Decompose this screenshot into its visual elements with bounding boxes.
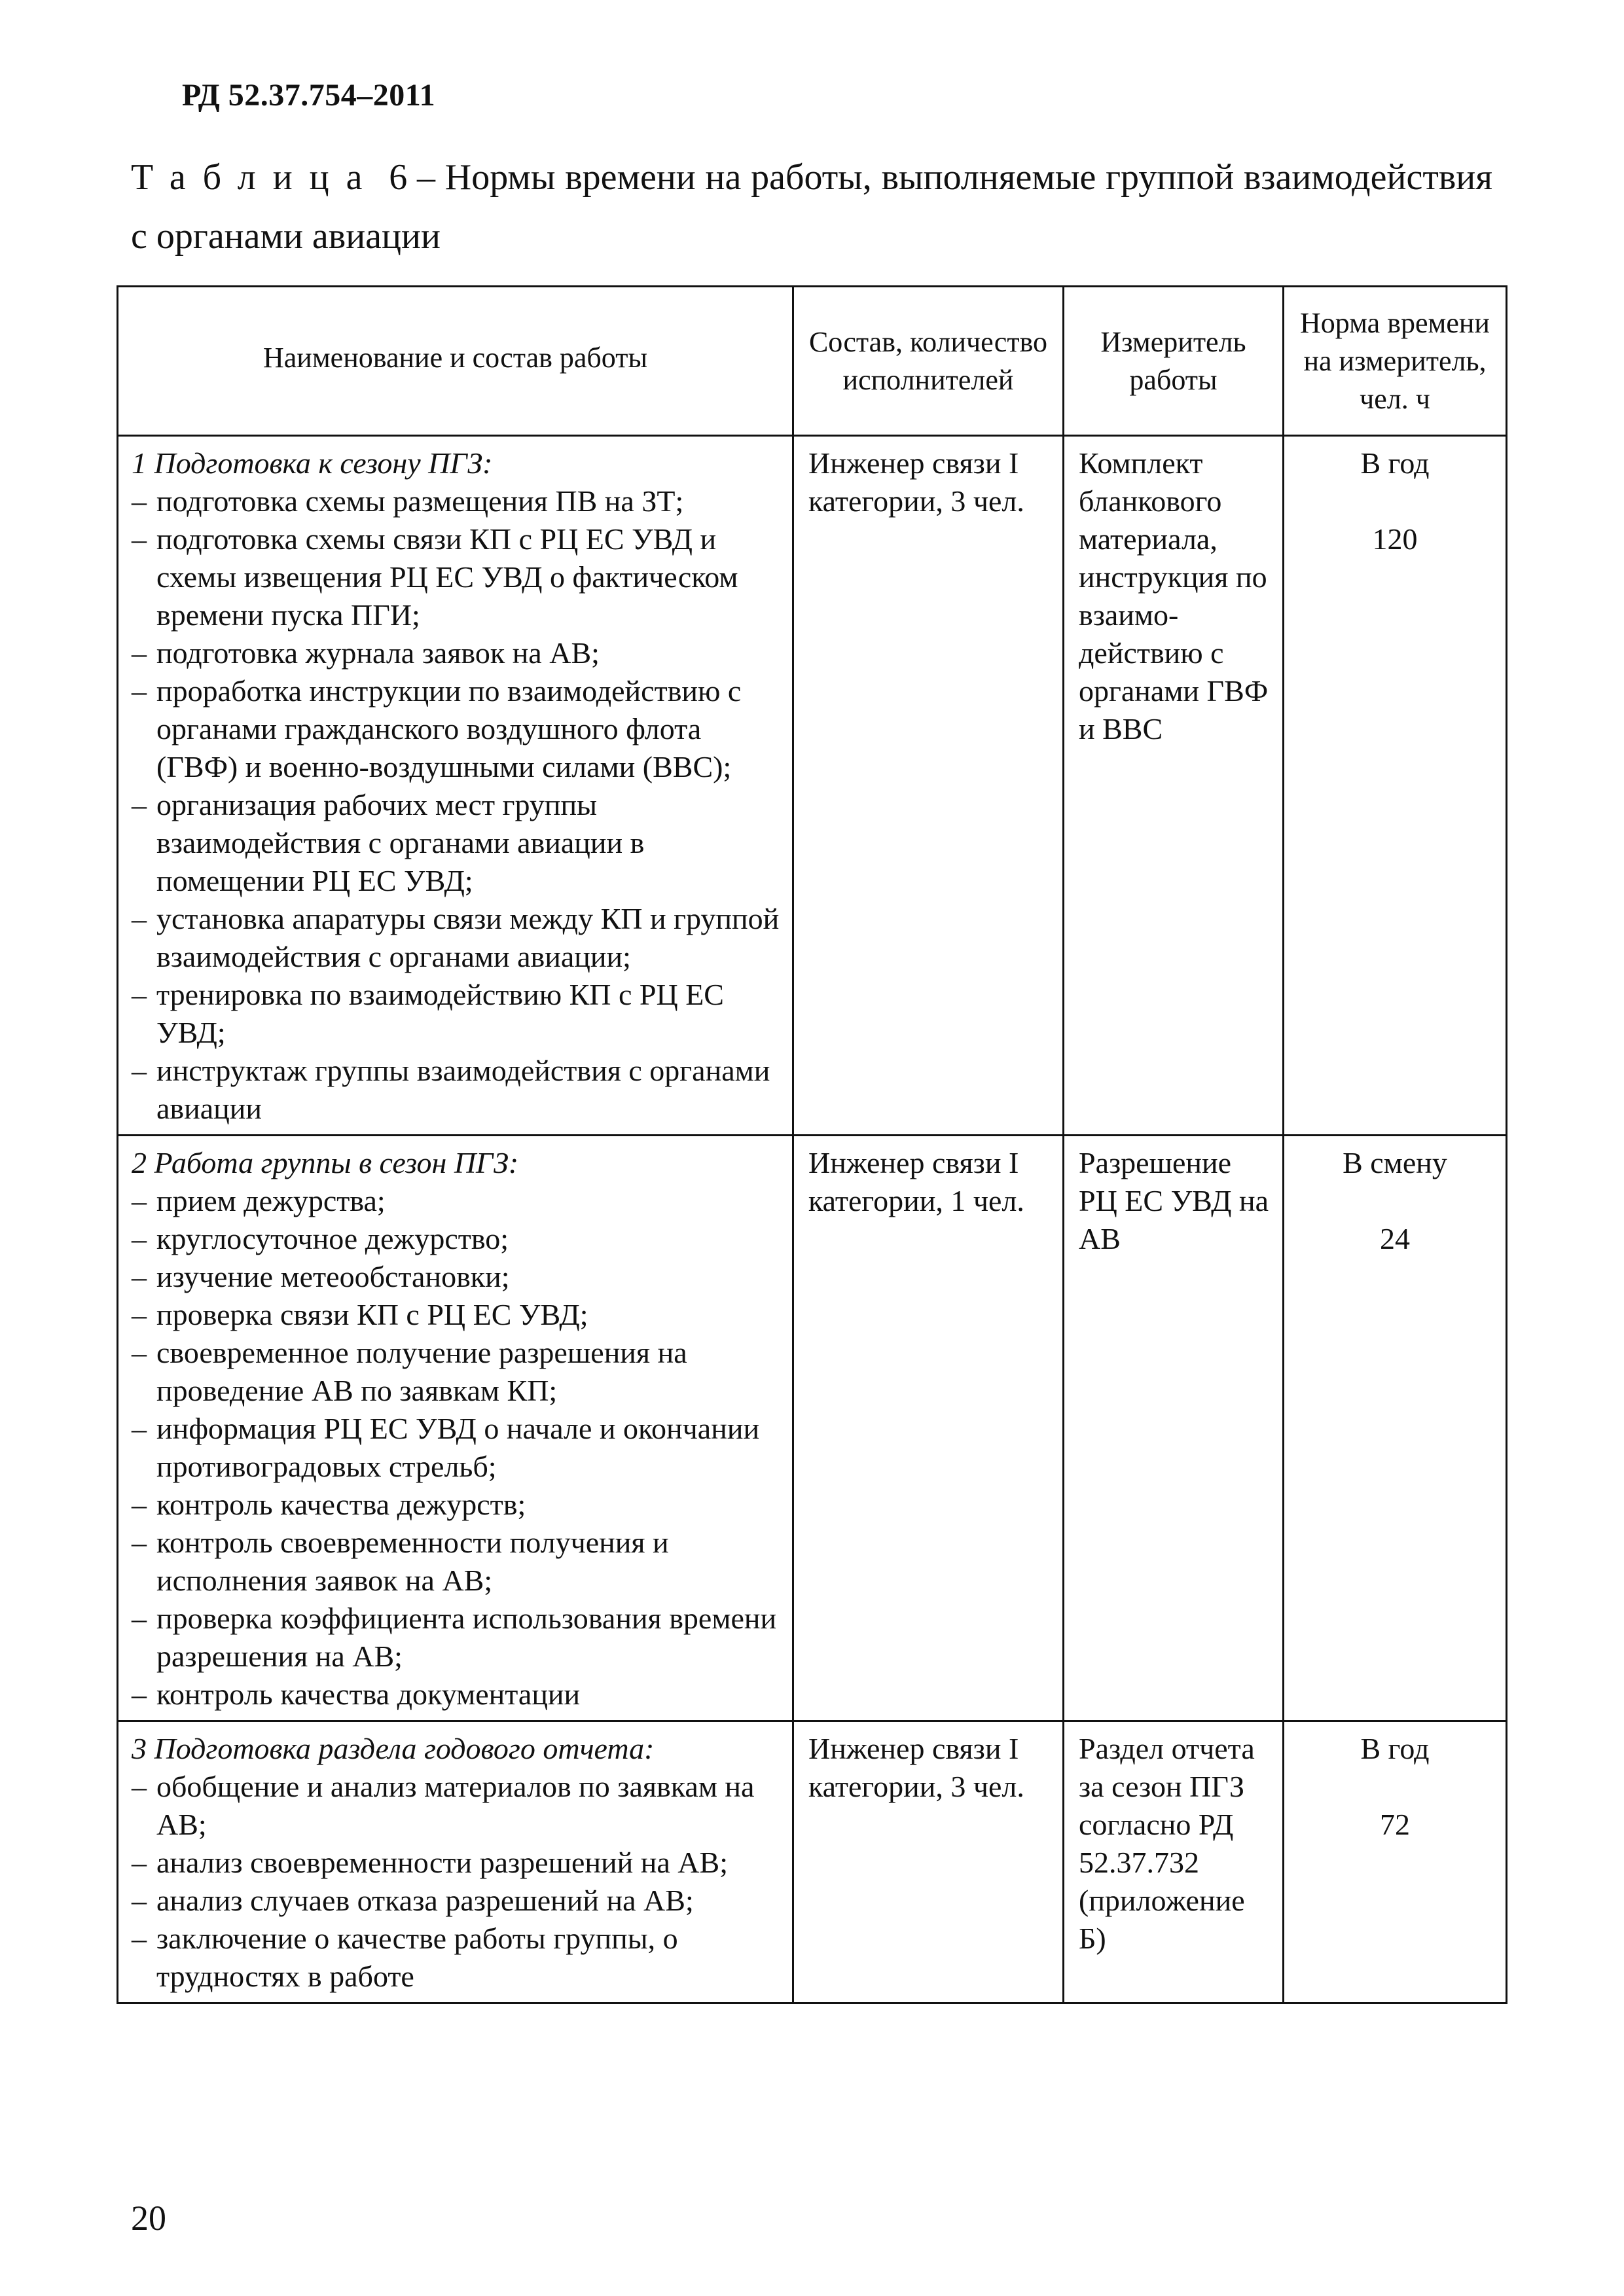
task-item: – тренировка по взаимодействию КП с РЦ ЕС УВД; <box>132 978 724 1049</box>
table-caption <box>131 148 1492 266</box>
norm-cell <box>1284 436 1507 1136</box>
task-item: – организация рабочих мест группы взаимодействия с органами авиации в помещении РЦ ЕС УВД; <box>132 788 645 897</box>
task-item: – подготовка журнала заявок на АВ; <box>132 636 600 670</box>
caption-text: 6 – Нормы времени на работы, выполняемые группой взаимодействия с органами авиации <box>131 157 1492 257</box>
section-title: 3 Подготовка раздела годового отчета: <box>132 1732 655 1765</box>
norm-period: В год <box>1360 1732 1430 1765</box>
work-cell <box>118 436 793 1136</box>
work-cell <box>118 1136 793 1721</box>
task-list <box>132 482 785 1128</box>
task-item: – контроль качества дежурств; <box>132 1488 526 1521</box>
table-header-row <box>118 287 1507 436</box>
norms-table <box>117 285 1507 2004</box>
task-item: – инструктаж группы взаимодействия с органами авиации <box>132 1054 770 1125</box>
task-item: – проверка связи КП с РЦ ЕС УВД; <box>132 1298 588 1331</box>
staff-cell: Инженер связи I категории, 3 чел. <box>793 1721 1064 2003</box>
staff-cell: Инженер связи I категории, 3 чел. <box>793 436 1064 1136</box>
task-item: – проверка коэффициента использования времени разрешения на АВ; <box>132 1602 777 1673</box>
norm-value: 120 <box>1372 522 1418 556</box>
task-item: – заключение о качестве работы группы, о трудностях в работе <box>132 1922 678 1993</box>
norm-value: 72 <box>1380 1808 1410 1841</box>
norm-cell <box>1284 1136 1507 1721</box>
task-item: – информация РЦ ЕС УВД о начале и окончании противоградовых стрельб; <box>132 1412 760 1483</box>
task-item: – прием дежурства; <box>132 1184 386 1217</box>
norm-period: В смену <box>1343 1146 1447 1179</box>
meter-cell: Разрешение РЦ ЕС УВД на АВ <box>1064 1136 1284 1721</box>
page-number: 20 <box>131 2198 166 2238</box>
task-item: – установка апаратуры связи между КП и группой взаимодействия с органами авиации; <box>132 902 780 973</box>
task-item: – изучение метеообстановки; <box>132 1260 510 1293</box>
task-item: – контроль своевременности получения и исполнения заявок на АВ; <box>132 1526 669 1597</box>
task-item: – подготовка схемы связи КП с РЦ ЕС УВД и схемы извещения РЦ ЕС УВД о фактическом времени пуска ПГИ; <box>132 522 738 632</box>
task-list <box>132 1182 785 1713</box>
section-title: 2 Работа группы в сезон ПГЗ: <box>132 1146 519 1179</box>
task-item: – своевременное получение разрешения на проведение АВ по заявкам КП; <box>132 1336 687 1407</box>
column-header-norm: Норма времени на измеритель, чел. ч <box>1284 287 1507 436</box>
norm-value: 24 <box>1380 1222 1410 1255</box>
caption-lead: Таблица <box>131 157 380 198</box>
column-header-meter: Измеритель работы <box>1064 287 1284 436</box>
table-row <box>118 436 1507 1136</box>
table-row <box>118 1721 1507 2003</box>
section-title: 1 Подготовка к сезону ПГЗ: <box>132 446 493 480</box>
task-item: – проработка инструкции по взаимодействию с органами гражданского воздушного флота (ГВФ) и военно-воздушными силами (ВВС); <box>132 674 742 783</box>
document-code: РД 52.37.754–2011 <box>182 78 436 113</box>
meter-cell: Комплект бланкового материала, инструкция по взаимо- действию с органами ГВФ и ВВС <box>1064 436 1284 1136</box>
task-item: – анализ своевременности разрешений на АВ; <box>132 1846 728 1879</box>
norm-cell <box>1284 1721 1507 2003</box>
meter-cell: Раздел отчета за сезон ПГЗ согласно РД 52.37.732 (приложение Б) <box>1064 1721 1284 2003</box>
task-item: – круглосуточное дежурство; <box>132 1222 509 1255</box>
task-list <box>132 1768 785 1996</box>
norm-period: В год <box>1360 446 1430 480</box>
task-item: – обобщение и анализ материалов по заявкам на АВ; <box>132 1770 755 1841</box>
task-item: – контроль качества документации <box>132 1677 581 1711</box>
column-header-work: Наименование и состав работы <box>118 287 793 436</box>
column-header-staff: Состав, количество исполнителей <box>793 287 1064 436</box>
work-cell <box>118 1721 793 2003</box>
task-item: – подготовка схемы размещения ПВ на ЗТ; <box>132 484 684 518</box>
table-row <box>118 1136 1507 1721</box>
staff-cell: Инженер связи I категории, 1 чел. <box>793 1136 1064 1721</box>
task-item: – анализ случаев отказа разрешений на АВ; <box>132 1884 694 1917</box>
